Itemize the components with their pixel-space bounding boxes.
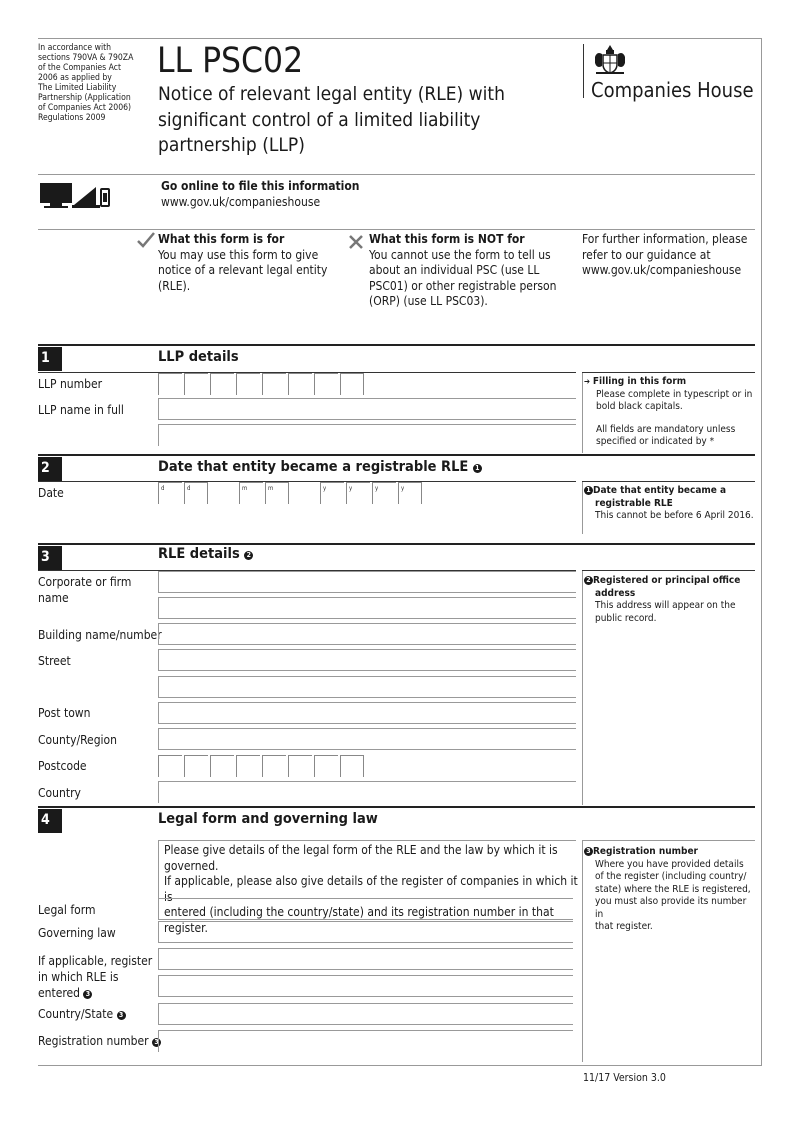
section-number: 1 xyxy=(38,347,62,371)
reg-number-label: Registration number 3 xyxy=(38,1034,161,1048)
section-number: 4 xyxy=(38,809,62,833)
postcode-label: Postcode xyxy=(38,759,87,773)
post-town-field[interactable] xyxy=(158,702,576,724)
llp-number-label: LLP number xyxy=(38,377,103,391)
street-field-2[interactable] xyxy=(158,676,576,698)
version-label: 11/17 Version 3.0 xyxy=(583,1072,666,1084)
country-field[interactable] xyxy=(158,781,576,803)
llp-name-label: LLP name in full xyxy=(38,403,124,417)
section-number: 2 xyxy=(38,457,62,481)
corporate-name-field-1[interactable] xyxy=(158,571,576,593)
section-title: Date that entity became a registrable RLE 1 xyxy=(158,459,482,475)
registration-note: 3 Registration number Where you have provided details of the register (including country/ state) where the RLE is registered, you must also provide its number in that register. xyxy=(584,846,756,934)
governing-law-field[interactable] xyxy=(158,921,573,943)
section4-intro: Please give details of the legal form of the RLE and the law by which it is governed. If applicable, please also give details of the register of companies in which it is entered (including the country/state) and its registration number in that register. xyxy=(164,843,578,935)
corporate-name-label: Corporate or firm name xyxy=(38,575,132,605)
register-field-1[interactable] xyxy=(158,948,573,970)
legal-form-label: Legal form xyxy=(38,903,96,917)
form-is-for: What this form is for You may use this form to give notice of a relevant legal entity (RLE). xyxy=(158,232,328,293)
section-title: RLE details 2 xyxy=(158,546,253,562)
country-label: Country xyxy=(38,786,81,800)
companies-house-logo: Companies House xyxy=(591,78,754,102)
online-heading: Go online to file this information xyxy=(161,179,360,193)
address-note: 2 Registered or principal office address This address will appear on the public record. xyxy=(584,575,756,625)
building-field[interactable] xyxy=(158,623,576,645)
governing-law-label: Governing law xyxy=(38,926,116,940)
further-info: For further information, please refer to our guidance at www.gov.uk/companieshouse xyxy=(582,232,748,277)
online-url[interactable]: www.gov.uk/companieshouse xyxy=(161,195,321,209)
register-label: If applicable, register in which RLE is entered 3 xyxy=(38,954,153,1000)
legal-note: In accordance with sections 790VA & 790ZA of the Companies Act 2006 as applied by The Limited Liability Partnership (Application of Companies Act 2006) Regulations 2009 xyxy=(38,43,134,123)
post-town-label: Post town xyxy=(38,706,91,720)
form-code: LL PSC02 xyxy=(157,41,304,81)
crest-icon xyxy=(592,43,628,77)
date-label: Date xyxy=(38,486,64,500)
filling-note: ➔ Filling in this form Please complete in typescript or in bold black capitals. All fields are mandatory unless specified or indicated by * xyxy=(584,376,753,447)
street-label: Street xyxy=(38,654,71,668)
corporate-name-field-2[interactable] xyxy=(158,597,576,619)
form-not-for: What this form is NOT for You cannot use the form to tell us about an individual PSC (use LL PSC01) or other registrable person (ORP) (use LL PSC03). xyxy=(369,232,557,308)
building-label: Building name/number xyxy=(38,628,162,642)
devices-icon xyxy=(40,181,112,209)
section-title: LLP details xyxy=(158,349,239,365)
reg-number-field[interactable] xyxy=(158,1030,573,1052)
cross-icon xyxy=(349,234,363,248)
county-field[interactable] xyxy=(158,728,576,750)
country-state-field[interactable] xyxy=(158,1003,573,1025)
tick-icon xyxy=(137,232,155,248)
street-field-1[interactable] xyxy=(158,649,576,671)
form-title: Notice of relevant legal entity (RLE) with significant control of a limited liability partnership (LLP) xyxy=(158,83,505,156)
section-title: Legal form and governing law xyxy=(158,811,378,827)
section-number: 3 xyxy=(38,546,62,570)
legal-form-field[interactable] xyxy=(158,898,573,920)
county-label: County/Region xyxy=(38,733,117,747)
arrow-icon: ➔ xyxy=(584,377,591,386)
register-field-2[interactable] xyxy=(158,975,573,997)
country-state-label: Country/State 3 xyxy=(38,1007,126,1021)
date-note: 1 Date that entity became a registrable RLE This cannot be before 6 April 2016. xyxy=(584,485,756,523)
llp-name-field-1[interactable] xyxy=(158,398,576,420)
llp-name-field-2[interactable] xyxy=(158,424,576,446)
